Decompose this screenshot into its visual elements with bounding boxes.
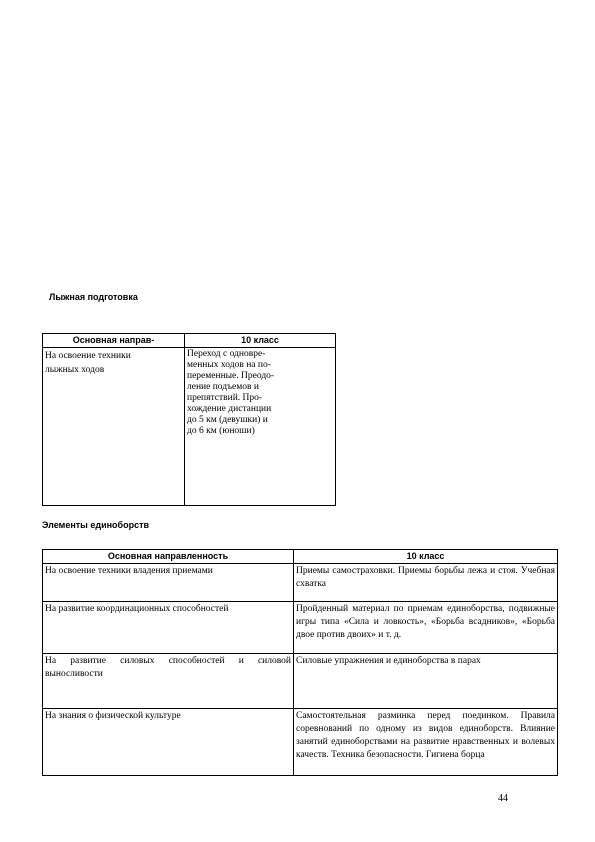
ski-content-line: ление подъемов и [187,382,259,392]
ski-content-line: препятствий. Про- [187,393,263,403]
martial-direction-cell: На развитие координационных способностей [43,602,294,654]
ski-direction-cell [43,348,185,506]
martial-section-title: Элементы единоборств [42,520,150,530]
martial-header-grade: 10 класс [294,550,558,564]
ski-content-line: до 5 км (девушки) и [187,415,268,425]
ski-direction-line: лыжных ходов [45,365,105,375]
martial-direction-cell: На освоение техники владения приемами [43,564,294,602]
martial-table [42,549,558,776]
ski-content-line: хождение дистанции [187,404,272,414]
martial-content-cell: Приемы самостраховки. Приемы борьбы лежа и стоя. Учебная схватка [294,564,558,602]
ski-header-direction: Основная направ- [43,334,185,348]
martial-header-direction: Основная направленность [43,550,294,564]
ski-direction-line: На освоение техники [45,351,131,361]
martial-direction-cell: На развитие силовых способностей и силовой выносливости [43,654,294,709]
ski-content-line: менных ходов на по- [187,360,271,370]
martial-content-cell: Самостоятельная разминка перед поединком. Правила соревнований по одному из видов единоборств. Влияние занятий единоборствами на развитие нравственных и волевых качеств. Техника безопасности. Гигиена борца [296,711,555,760]
page-number: 44 [498,793,508,804]
ski-content-cell [185,348,336,506]
ski-content-line: до 6 км (юноши) [187,426,255,436]
martial-content-cell: Пройденный материал по приемам единоборства, подвижные игры типа «Сила и ловкость», «Борьба всадников», «Борьба двое против двоих» и т. д. [294,602,558,654]
martial-direction-cell: На знания о физической культуре [43,709,294,776]
ski-content-line: переменные. Преодо- [187,371,275,381]
martial-content-cell-wrap [294,709,558,776]
ski-table [42,333,336,506]
ski-section-title: Лыжная подготовка [49,292,138,302]
martial-content-cell: Силовые упражнения и единоборства в парах [294,654,558,709]
ski-content-line: Переход с одновре- [187,349,266,359]
ski-header-grade: 10 класс [185,334,336,348]
